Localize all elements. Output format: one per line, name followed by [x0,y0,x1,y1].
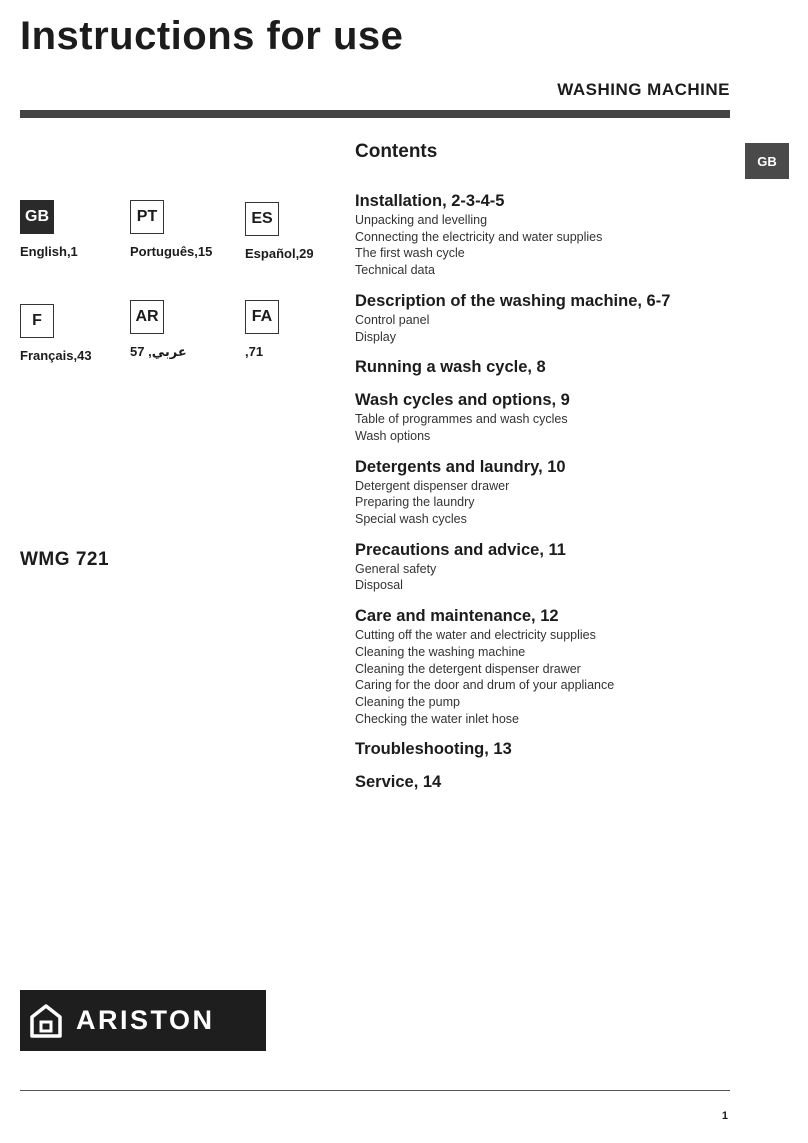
language-code-badge: FA [245,300,279,334]
toc-item[interactable]: Cleaning the pump [355,694,460,709]
toc-item[interactable]: Preparing the laundry [355,495,475,510]
toc-item[interactable]: Control panel [355,312,430,327]
language-label: عربي, 57 [130,344,187,359]
page-number: 1 [721,1110,728,1122]
toc-item[interactable]: Cleaning the detergent dispenser drawer [355,661,581,676]
language-ar[interactable] [130,300,240,360]
toc-item[interactable]: Unpacking and levelling [355,213,488,227]
language-label: Español,29 [245,246,314,261]
toc-section-title[interactable]: Installation, 2-3-4-5 [355,192,505,210]
toc-item[interactable]: Disposal [355,578,403,593]
ariston-logo [20,990,266,1051]
toc-item[interactable]: Caring for the door and drum of your appliance [355,678,615,693]
toc-section [355,190,735,279]
brand-name: ARISTON [76,1005,215,1035]
table-of-contents [355,190,735,804]
document-subtitle: WASHING MACHINE [557,80,730,99]
language-es[interactable] [245,202,355,261]
language-pt[interactable] [130,200,240,259]
language-label: English,1 [20,244,78,259]
toc-item[interactable]: Wash options [355,428,431,443]
language-fa[interactable] [245,300,355,359]
header-divider [20,110,730,118]
language-label: ,71 [245,344,264,359]
language-gb[interactable] [20,200,130,259]
language-code-badge: F [20,304,54,338]
toc-section-title[interactable]: Troubleshooting, 13 [355,740,512,759]
language-code-badge: GB [20,200,54,234]
toc-item[interactable]: Special wash cycles [355,512,467,527]
house-icon [30,1004,62,1038]
language-tab-gb[interactable]: GB [745,143,789,179]
toc-section [355,356,735,378]
toc-section-title[interactable]: Service, 14 [355,773,442,792]
model-number: WMG 721 [20,549,110,570]
toc-item[interactable]: General safety [355,561,437,576]
toc-item[interactable]: Checking the water inlet hose [355,711,519,726]
language-f[interactable] [20,304,130,363]
page-title: Instructions for use [20,14,404,58]
toc-section [355,290,735,345]
toc-section [355,738,735,760]
contents-heading: Contents [355,141,438,162]
toc-item[interactable]: Display [355,329,396,344]
toc-section [355,389,735,444]
toc-item[interactable]: Table of programmes and wash cycles [355,412,568,427]
toc-section-title[interactable]: Care and maintenance, 12 [355,607,559,626]
language-code-badge: ES [245,202,279,236]
toc-section [355,771,735,793]
toc-section [355,605,735,727]
toc-section [355,456,735,528]
toc-section-title[interactable]: Wash cycles and options, 9 [355,391,570,410]
toc-section-title[interactable]: Detergents and laundry, 10 [355,457,566,476]
language-code-badge: PT [130,200,164,234]
toc-section [355,539,735,594]
toc-section-title[interactable]: Running a wash cycle, 8 [355,358,546,377]
footer-divider [20,1090,730,1091]
language-label: Français,43 [20,348,92,363]
toc-item[interactable]: The first wash cycle [355,246,465,261]
toc-item[interactable]: Connecting the electricity and water supplies [355,229,603,244]
language-code-badge: AR [130,300,164,334]
toc-item[interactable]: Technical data [355,263,435,278]
toc-section-title[interactable]: Description of the washing machine, 6-7 [355,291,671,310]
toc-section-title[interactable]: Precautions and advice, 11 [355,540,566,559]
toc-item[interactable]: Cutting off the water and electricity supplies [355,628,596,643]
toc-item[interactable]: Cleaning the washing machine [355,644,526,659]
toc-item[interactable]: Detergent dispenser drawer [355,478,510,493]
language-label: Português,15 [130,244,213,259]
